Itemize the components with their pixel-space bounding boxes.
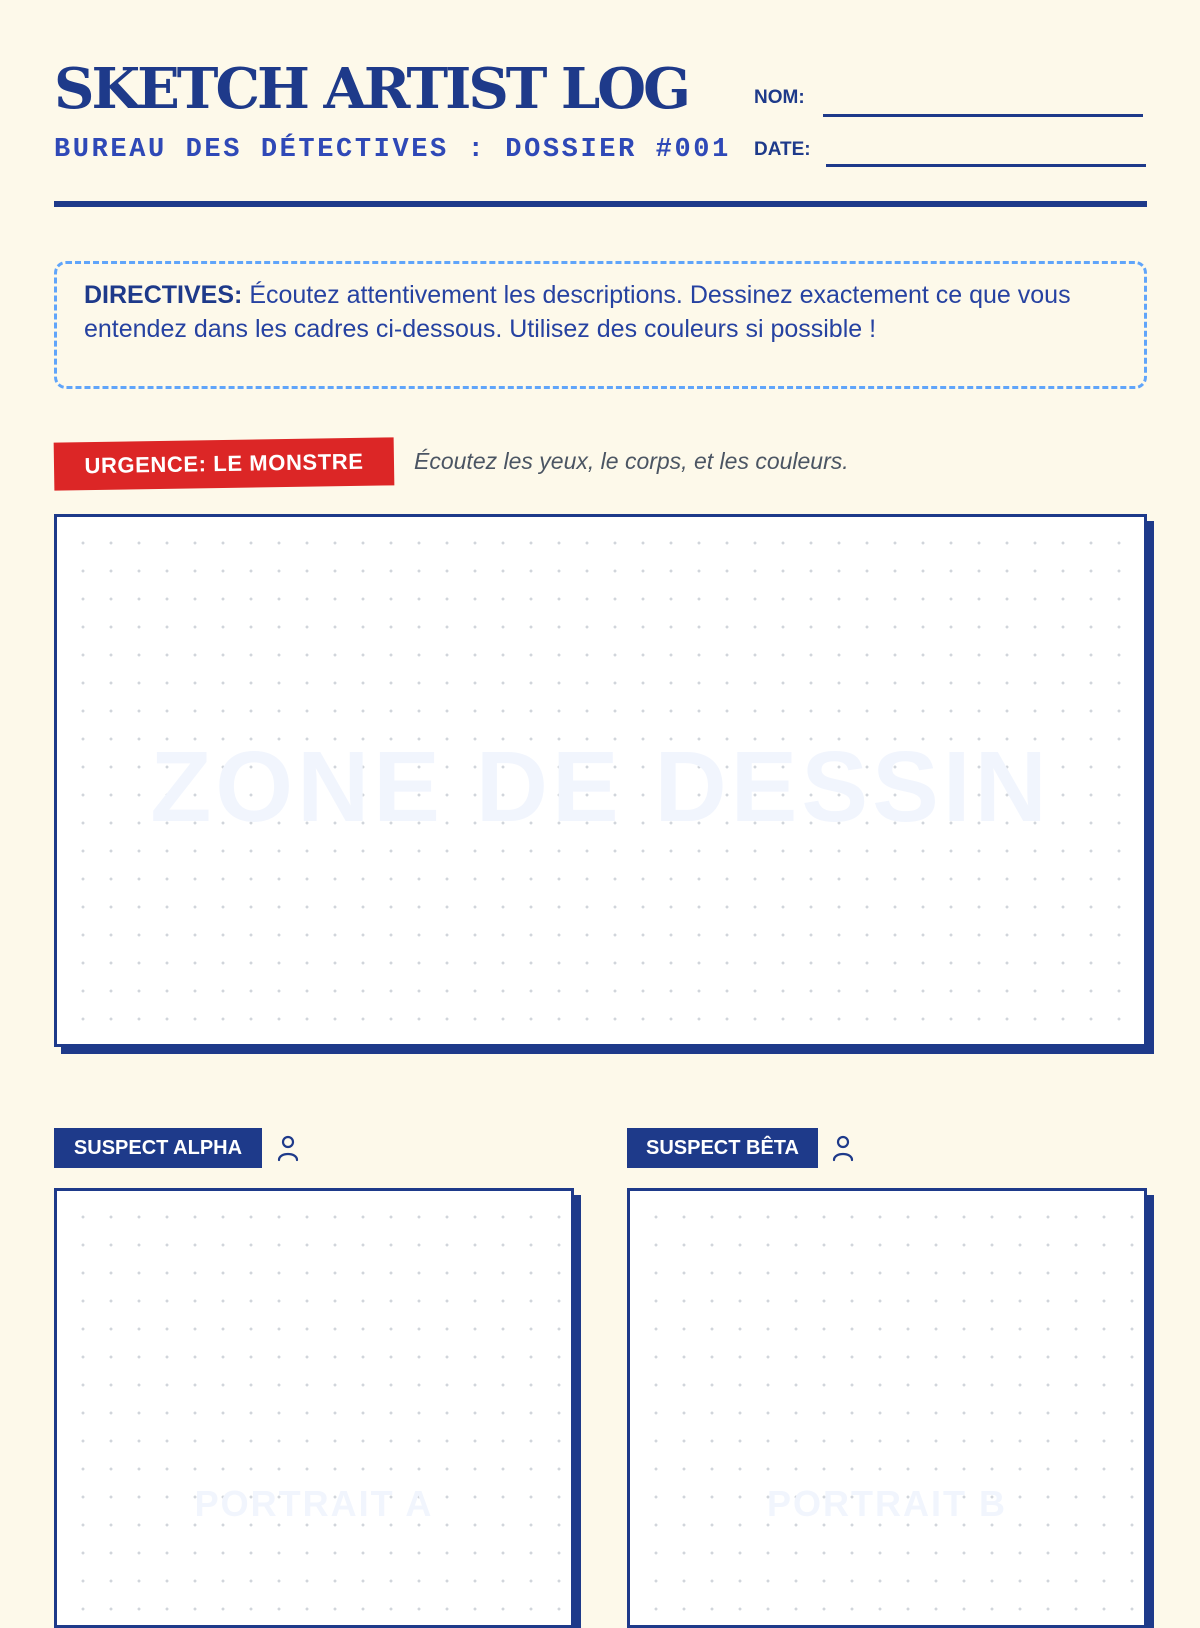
- monster-drawing-area[interactable]: [54, 514, 1147, 1047]
- worksheet-header: [54, 55, 1147, 207]
- worksheet-page: [54, 0, 1147, 1600]
- directives-box: [54, 261, 1147, 389]
- date-field[interactable]: [754, 125, 1147, 191]
- page-title: SKETCH ARTIST LOG: [54, 56, 688, 122]
- date-field-label: DATE:: [754, 139, 811, 160]
- suspect-beta-drawing-area[interactable]: [627, 1188, 1147, 1628]
- name-field[interactable]: [754, 55, 1147, 120]
- directives-text: Écoutez attentivement les descriptions. Dessinez exactement ce que vous entendez dans les cadres ci-dessous. Utilisez des couleurs si possible !: [84, 281, 1071, 343]
- suspect-beta-tag: SUSPECT BÊTA: [627, 1128, 818, 1168]
- directives-label: DIRECTIVES:: [84, 281, 243, 309]
- header-divider: [54, 201, 1147, 207]
- name-field-line[interactable]: [823, 114, 1143, 117]
- name-field-label: NOM:: [754, 87, 805, 108]
- date-field-line[interactable]: [826, 164, 1146, 167]
- page-subtitle: BUREAU DES DÉTECTIVES : DOSSIER #001: [54, 135, 731, 165]
- user-icon: [831, 1134, 855, 1162]
- user-icon: [276, 1134, 300, 1162]
- suspect-alpha-drawing-area[interactable]: [54, 1188, 574, 1628]
- suspect-alpha-tag: SUSPECT ALPHA: [54, 1128, 262, 1168]
- drawing-area-watermark: ZONE DE DESSIN: [150, 731, 1051, 843]
- portrait-b-watermark: PORTRAIT B: [767, 1483, 1007, 1524]
- portrait-a-watermark: PORTRAIT A: [194, 1483, 434, 1524]
- urgency-tag: URGENCE: LE MONSTRE: [54, 437, 395, 490]
- urgency-hint: Écoutez les yeux, le corps, et les couleurs.: [414, 448, 849, 474]
